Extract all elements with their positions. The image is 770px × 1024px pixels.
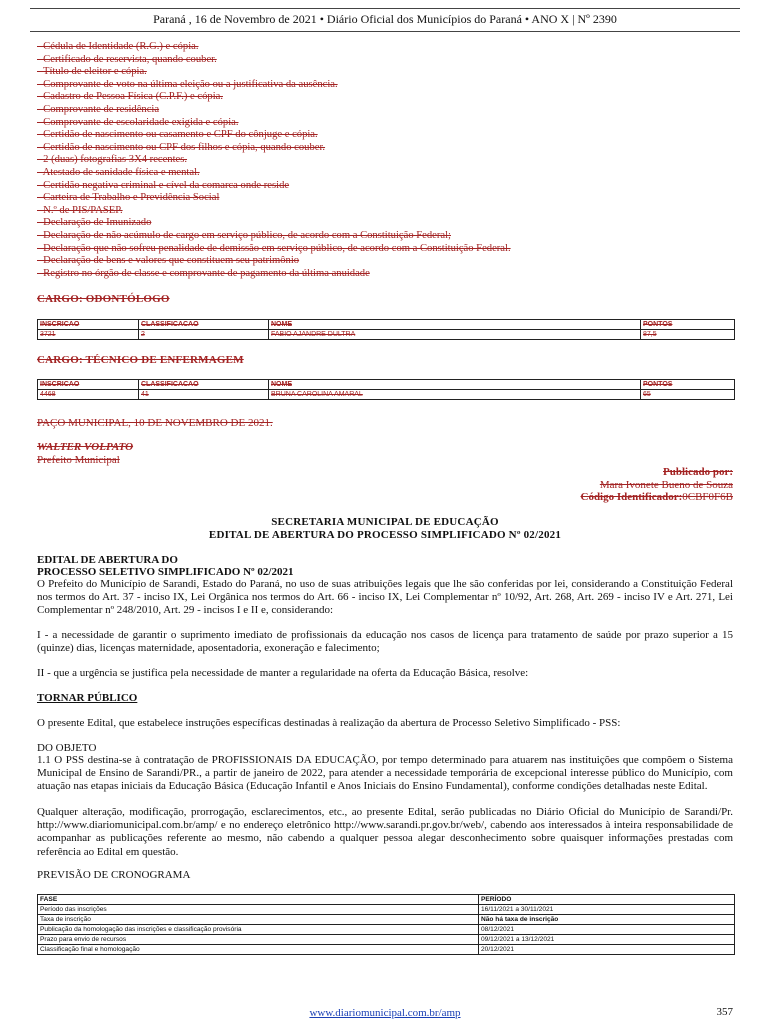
code-label: Código Identificador: <box>580 491 683 503</box>
header-cell: NOME <box>269 380 641 390</box>
table-cell: Prazo para envio de recursos <box>38 935 479 945</box>
objeto-paragraph-1: 1.1 O PSS destina-se à contratação de PROFISSIONAIS DA EDUCAÇÃO, por tempo determinado para atuarem nas instituições que compõem o Sistema Municipal de Ensino de Sarandi/PR., a partir de janeiro de 2022, para atender a necessidade temporária de excepcional interesse público do Município, com atuação nas etapas iniciais da Educação Básica (Educação Infantil e Anos Iniciais do Ensino Fundamental), conforme condições detalhadas neste Edital. <box>37 754 733 793</box>
header-cell: PONTOS <box>641 380 735 390</box>
publication-block <box>581 466 734 504</box>
table-cell: 87,5 <box>641 330 735 340</box>
list-item: - Declaração que não sofreu penalidade de demissão em serviço público, de acordo com a Constituição Federal. <box>37 242 511 254</box>
secretaria-title: SECRETARIA MUNICIPAL DE EDUCAÇÃO <box>271 516 499 528</box>
header-cell: INSCRICAO <box>38 380 139 390</box>
list-item: - Comprovante de voto na última eleição ou a justificativa da ausência. <box>37 78 338 90</box>
list-item: - Registro no órgão de classe e comprovante de pagamento da última anuidade <box>37 267 370 279</box>
table-row <box>38 905 735 915</box>
table-cell: Período das inscrições <box>38 905 479 915</box>
table-row <box>38 925 735 935</box>
table-cell: 20/12/2021 <box>479 945 735 955</box>
table-cell: 41 <box>139 390 269 400</box>
list-item: - Carteira de Trabalho e Previdência Social <box>37 192 220 204</box>
required-documents-list <box>37 41 737 280</box>
table-cell: Publicação da homologação das inscrições e classificação provisória <box>38 925 479 935</box>
table-cell: FABIO AJANDRE DULTRA <box>269 330 641 340</box>
signer-role: Prefeito Municipal <box>37 454 120 466</box>
list-item: - Comprovante de residência <box>37 103 160 115</box>
list-item: - 2 (duas) fotografias 3X4 recentes. <box>37 154 188 166</box>
list-item: - Certidão de nascimento ou CPF dos filhos e cópia, quando couber. <box>37 141 326 153</box>
presente-edital: O presente Edital, que estabelece instruções específicas destinadas à realização da abertura de Processo Seletivo Simplificado - PSS: <box>37 717 621 729</box>
header-bottom-rule <box>30 31 740 32</box>
table-cell: 08/12/2021 <box>479 925 735 935</box>
place-date: PAÇO MUNICIPAL, 10 DE NOVEMBRO DE 2021. <box>37 417 273 429</box>
table-cell: 4468 <box>38 390 139 400</box>
table-header-row <box>38 320 735 330</box>
code-value: 0CBF0F6B <box>682 491 733 503</box>
table-cell: BRUNA CAROLINA AMARAL <box>269 390 641 400</box>
list-item: - Declaração de bens e valores que constituem seu patrimônio <box>37 255 300 267</box>
list-item: - Título de eleitor e cópia. <box>37 66 147 78</box>
cronograma-table <box>37 894 735 955</box>
cargo-odontologo-title: CARGO: ODONTÓLOGO <box>37 293 170 305</box>
table-header-row <box>38 380 735 390</box>
table-row <box>38 330 735 340</box>
table-cell: Não há taxa de inscrição <box>479 915 735 925</box>
cargo-odontologo-table <box>37 319 735 340</box>
table-cell: 16/11/2021 a 30/11/2021 <box>479 905 735 915</box>
table-row <box>38 390 735 400</box>
header-cell: FASE <box>38 895 479 905</box>
header-cell: PERÍODO <box>479 895 735 905</box>
table-cell: 09/12/2021 a 13/12/2021 <box>479 935 735 945</box>
cargo-tecnico-title: CARGO: TÉCNICO DE ENFERMAGEM <box>37 354 244 366</box>
signer-name: WALTER VOLPATO <box>37 441 134 453</box>
list-item: - Declaração de Imunizado <box>37 217 152 229</box>
table-row <box>38 945 735 955</box>
edital-intro: O Prefeito do Município de Sarandi, Estado do Paraná, no uso de suas atribuições legais que lhe são conferidas por lei, considerando a Constituição Federal nos termos do Art. 37 - inciso IX, Lei Orgânica nos termos do Art. 66 - inciso IX, Lei Complementar nº 10/92, Art. 268, Art. 269 - inciso IV e Art. 271, Lei Complementar nº 248/2010, Art. 29 - incisos I e II e, considerando: <box>37 578 733 617</box>
header-cell: CLASSIFICACAO <box>139 320 269 330</box>
footer-link[interactable]: www.diariomunicipal.com.br/amp <box>309 1007 461 1019</box>
table-cell: 65 <box>641 390 735 400</box>
header-cell: NOME <box>269 320 641 330</box>
published-by-label: Publicado por: <box>663 466 733 478</box>
header-top-rule <box>30 8 740 9</box>
list-item: - Certidão negativa criminal e cível da comarca onde reside <box>37 179 290 191</box>
table-row <box>38 935 735 945</box>
list-item: - Atestado de sanidade física e mental. <box>37 166 200 178</box>
page-header: Paraná , 16 de Novembro de 2021 • Diário Oficial dos Municípios do Paraná • ANO X | Nº 2390 <box>153 12 617 26</box>
table-cell: Classificação final e homologação <box>38 945 479 955</box>
table-cell: 2 <box>139 330 269 340</box>
edital-heading: EDITAL DE ABERTURA DO PROCESSO SIMPLIFICADO Nº 02/2021 <box>208 529 562 541</box>
header-cell: CLASSIFICACAO <box>139 380 269 390</box>
list-item: - Certidão de nascimento ou casamento e CPF do cônjuge e cópia. <box>37 129 318 141</box>
table-cell: Taxa de inscrição <box>38 915 479 925</box>
list-item: - Comprovante de escolaridade exigida e cópia. <box>37 116 239 128</box>
edital-subtitle-2: PROCESSO SELETIVO SIMPLIFICADO Nº 02/2021 <box>37 566 294 578</box>
list-item: - Cédula de Identidade (R.G.) e cópia. <box>37 41 199 52</box>
considerando-item-1: I - a necessidade de garantir o suprimento imediato de profissionais da educação nos casos de licença para tratamento de saúde por prazo superior a 15 (quinze) dias, licenças maternidade, aposentadoria, exoneração e falecimento; <box>37 629 733 655</box>
table-row <box>38 915 735 925</box>
table-cell: 3721 <box>38 330 139 340</box>
tornar-publico: TORNAR PÚBLICO <box>37 692 138 704</box>
header-cell: INSCRICAO <box>38 320 139 330</box>
cargo-tecnico-table <box>37 379 735 400</box>
objeto-title: DO OBJETO <box>37 742 97 754</box>
header-cell: PONTOS <box>641 320 735 330</box>
objeto-paragraph-2: Qualquer alteração, modificação, prorrogação, esclarecimentos, etc., ao presente Edital, serão publicadas no Diário Oficial do Município de Sarandi/Pr. http://www.diariomunicipal.com.br/amp/ e no endereço eletrônico http://www.sarandi.pr.gov.br/web/, cabendo aos interessados à inteira responsabilidade de acompanhar as publicações referente ao mesmo, não cabendo a qualquer pessoa alegar desconhecimento sobre quaisquer informações prestadas com referência ao Edital em questão. <box>37 806 733 858</box>
list-item: - Cadastro de Pessoa Física (C.P.F.) e cópia. <box>37 91 223 103</box>
edital-subtitle-1: EDITAL DE ABERTURA DO <box>37 554 178 566</box>
list-item: - Declaração de não acúmulo de cargo em serviço público, de acordo com a Constituição Federal; <box>37 229 451 241</box>
cronograma-title: PREVISÃO DE CRONOGRAMA <box>37 869 191 881</box>
page-number: 357 <box>716 1006 733 1018</box>
table-header-row <box>38 895 735 905</box>
list-item: - Certificado de reservista, quando couber. <box>37 53 217 65</box>
considerando-item-2: II - que a urgência se justifica pela necessidade de manter a regularidade na oferta da Educação Básica, resolve: <box>37 667 529 679</box>
list-item: - N.º de PIS/PASEP. <box>37 204 123 216</box>
publisher-name: Mara Ivonete Bueno de Souza <box>599 478 733 491</box>
